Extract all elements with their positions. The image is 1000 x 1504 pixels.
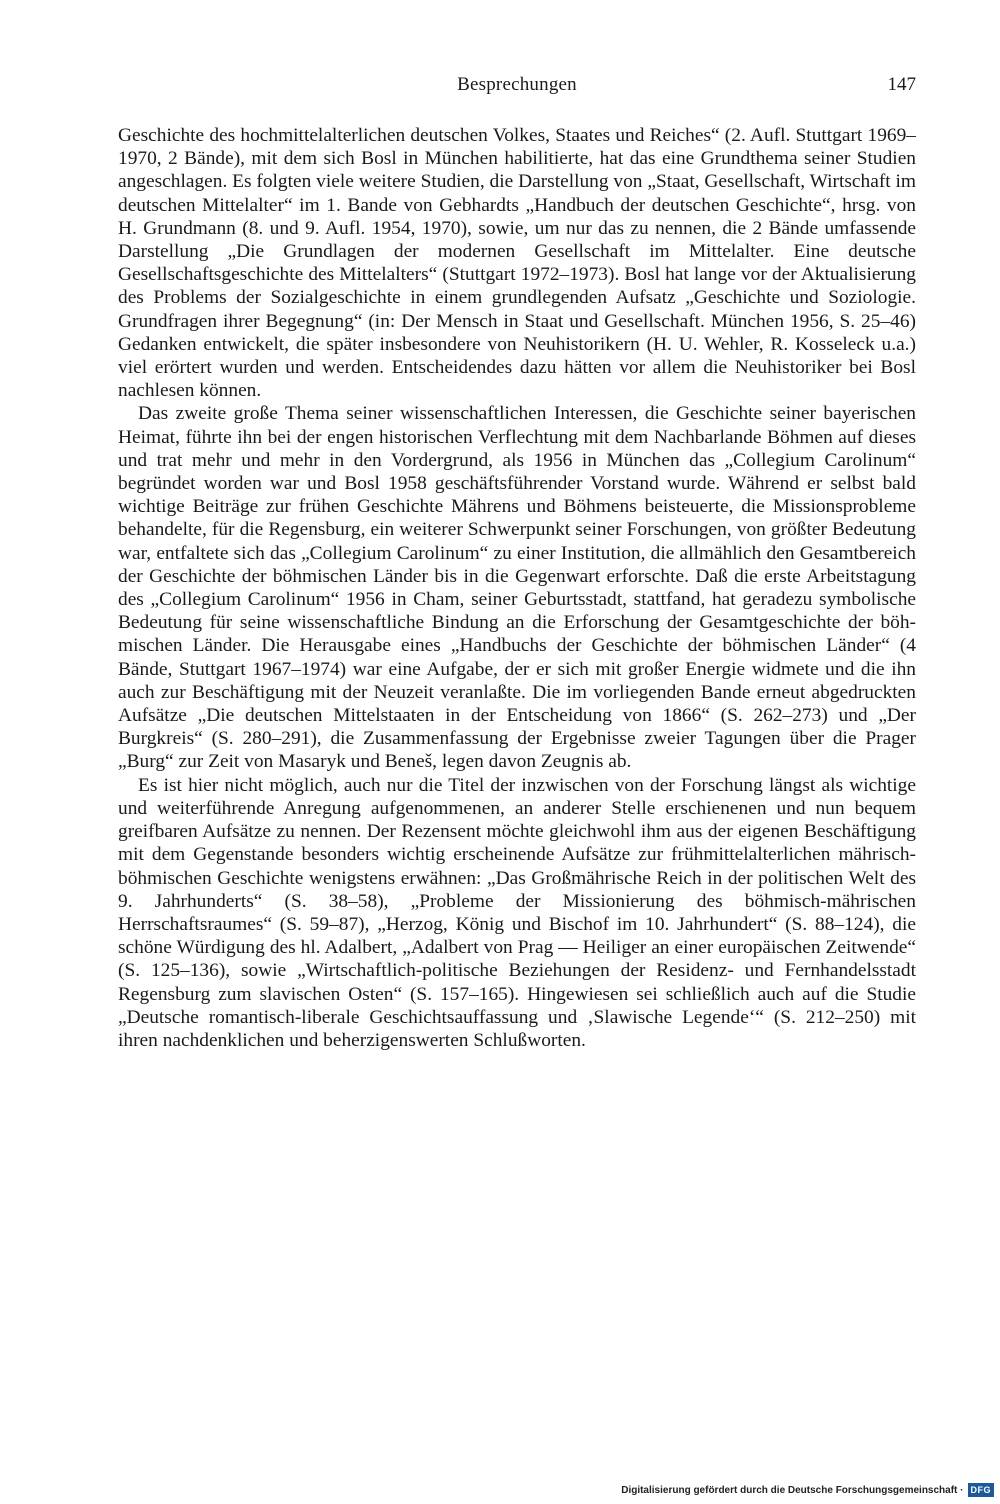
paragraph-3: Es ist hier nicht möglich, auch nur die Titel der inzwischen von der Forschung längst als wichtige und weiterführende Anregung aufgenommenen, an anderer Stelle erschienenen und nun bequem greifbaren Aufsätze zu nennen. Der Rezensent möchte gleichwohl ihm aus der eigenen Beschäftigung mit dem Gegenstande besonders wichtig erscheinende Aufsätze zur frühmittelalterlichen mährisch-böhmischen Geschichte wenigstens erwähnen: „Das Großmährische Reich in der politischen Welt des 9. Jahrhunderts“ (S. 38–58), „Probleme der Missionierung des böhmisch-mährischen Herrschaftsraumes“ (S. 59–87), „Herzog, König und Bischof im 10. Jahrhundert“ (S. 88–124), die schöne Würdigung des hl. Adalbert, „Adalbert von Prag — Heiliger an einer europäischen Zeitwende“ (S. 125–136), sowie „Wirtschaftlich-politische Beziehungen der Residenz- und Fernhandelsstadt Regensburg zum slavischen Osten“ (S. 157–165). Hingewiesen sei schließlich auch auf die Studie „Deutsche romantisch-liberale Geschichtsauffassung und ‚Slawische Legende‘“ (S. 212–250) mit ihren nachdenklichen und beherzigenswerten Schlußworten. <box>118 774 916 1051</box>
dfg-logo-icon: DFG <box>968 1483 995 1497</box>
paragraph-2: Das zweite große Thema seiner wissenschaftlichen Interessen, die Geschichte seiner bayerischen Heimat, führte ihn bei der engen historischen Verflechtung mit dem Nachbarlande Böhmen auf dieses und trat mehr und mehr in den Vordergrund, als 1956 in München das „Collegium Carolinum“ begründet worden war und Bosl 1958 geschäftsführender Vorstand wurde. Während er selbst bald wichtige Beiträge zur frühen Geschichte Mährens und Böhmens beisteuerte, die Missionsprobleme behandelte, für die Regensburg, ein weiterer Schwerpunkt seiner Forschungen, von größter Bedeutung war, entfaltete sich das „Collegium Carolinum“ zu einer Institution, die allmählich den Gesamtbereich der Geschichte der böhmischen Länder bis in die Gegenwart erforschte. Daß die erste Arbeitstagung des „Collegium Carolinum“ 1956 in Cham, seiner Geburtsstadt, stattfand, hat geradezu symbolische Bedeutung für seine wissenschaftliche Bindung an die Erforschung der Gesamtgeschichte der böhmischen Länder. Die Herausgabe eines „Handbuchs der Geschichte der böhmischen Länder“ (4 Bände, Stuttgart 1967–1974) war eine Aufgabe, der er sich mit großer Energie widmete und die ihn auch zur Beschäftigung mit der Neuzeit veranlaßte. Die im vorliegenden Bande erneut abgedruckten Aufsätze „Die deutschen Mittelstaaten in der Entscheidung von 1866“ (S. 262–273) und „Der Burgkreis“ (S. 280–291), die Zusammenfassung der Ergebnisse zweier Tagungen über die Prager „Burg“ zur Zeit von Masaryk und Beneš, legen davon Zeugnis ab. <box>118 403 916 773</box>
running-title: Besprechungen <box>457 74 577 95</box>
digitization-footer <box>621 1482 994 1498</box>
body-text <box>118 124 916 1052</box>
footer-credit: Digitalisierung gefördert durch die Deutsche Forschungsgemeinschaft · <box>621 1484 964 1496</box>
page-number: 147 <box>887 74 916 95</box>
paragraph-1: Geschichte des hochmittelalterlichen deutschen Volkes, Staates und Reiches“ (2. Aufl. Stuttgart 1969–1970, 2 Bände), mit dem sich Bosl in München habilitierte, hat das eine Grundthema seiner Studien angeschlagen. Es folgten viele weitere Studien, die Darstellung von „Staat, Gesellschaft, Wirtschaft im deutschen Mittelalter“ im 1. Bande von Gebhardts „Handbuch der deutschen Geschichte“, hrsg. von H. Grundmann (8. und 9. Aufl. 1954, 1970), sowie, um nur das zu nennen, die 2 Bände umfassende Darstellung „Die Grundlagen der modernen Gesellschaft im Mittelalter. Eine deutsche Gesellschaftsgeschichte des Mittelalters“ (Stuttgart 1972–1973). Bosl hat lange vor der Aktualisierung des Problems der Sozialgeschichte in einem grundlegenden Aufsatz „Geschichte und Soziologie. Grundfragen ihrer Begegnung“ (in: Der Mensch in Staat und Gesellschaft. München 1956, S. 25–46) Gedanken entwickelt, die später insbesondere von Neuhistorikern (H. U. Wehler, R. Kosseleck u.a.) viel erörtert wurden und werden. Entscheidendes dazu hätten vor allem die Neuhistoriker bei Bosl nachlesen können. <box>118 125 916 402</box>
running-head <box>118 74 916 104</box>
